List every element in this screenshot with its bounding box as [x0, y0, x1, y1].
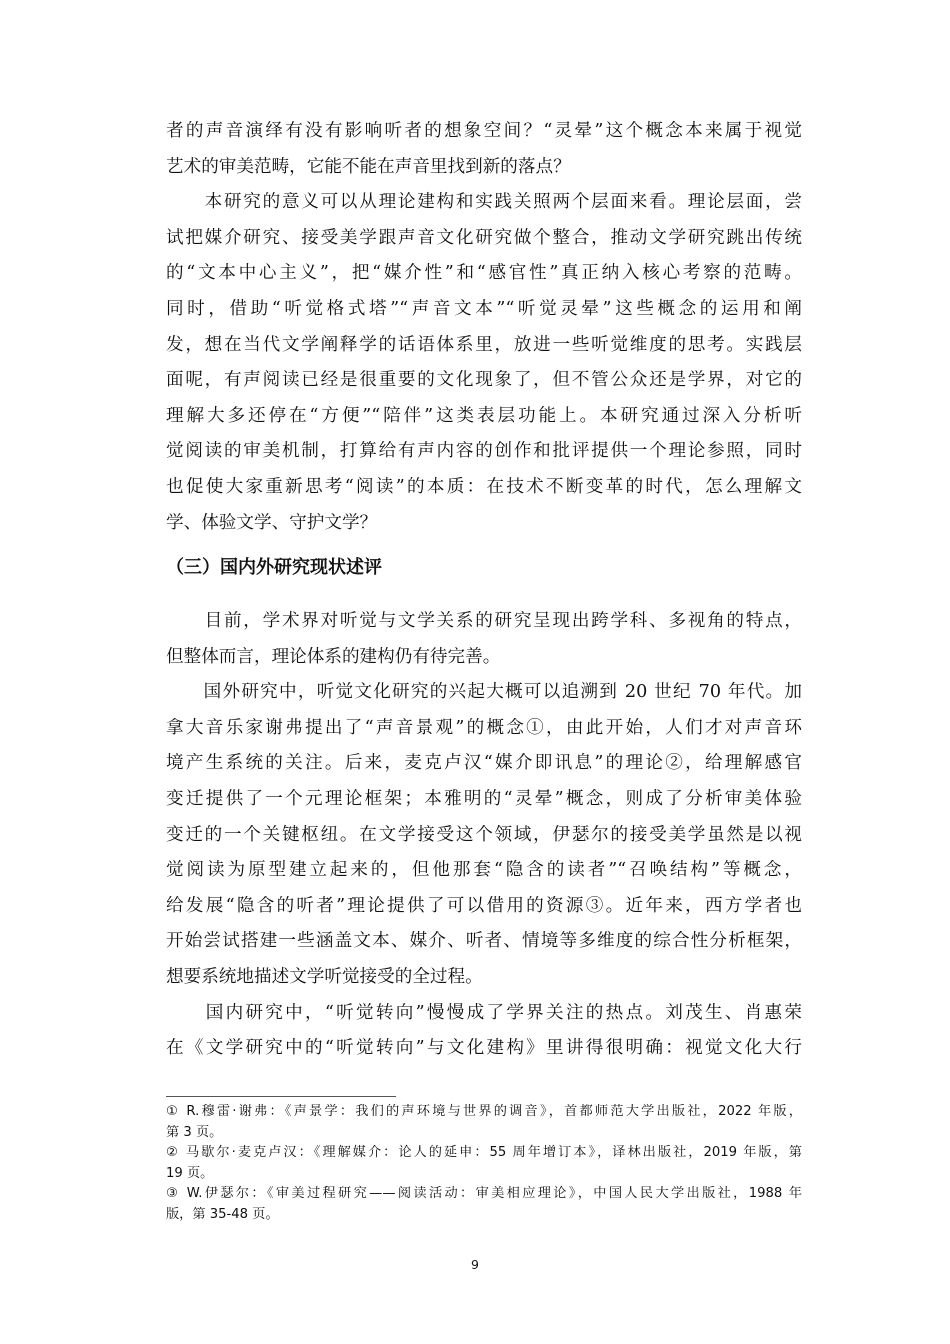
body-line: 艺术的审美范畴，它能不能在声音里找到新的落点？	[166, 156, 571, 177]
footnote-line: 第 3 页。	[166, 1124, 223, 1140]
body-line: 国外研究中，听觉文化研究的兴起大概可以追溯到 20 世纪 70 年代。加	[166, 682, 802, 703]
body-line: 变迁提供了一个元理论框架；本雅明的“灵晕”概念，则成了分析审美体验	[166, 788, 802, 809]
footnote-line: ③ W.伊瑟尔：《审美过程研究——阅读活动：审美相应理论》，中国人民大学出版社，1988 年	[166, 1186, 802, 1201]
body-line: 者的声音演绎有没有影响听者的想象空间？“灵晕”这个概念本来属于视觉	[166, 121, 802, 141]
footnote-line: ② 马歇尔·麦克卢汉：《理解媒介：论人的延申：55 周年增订本》，译林出版社，2019 年版，第	[166, 1145, 802, 1160]
body-line: 想要系统地描述文学听觉接受的全过程。	[166, 966, 483, 987]
section-heading: （三）国内外研究现状述评	[166, 557, 382, 578]
body-line: 在《文学研究中的“听觉转向”与文化建构》里讲得很明确：视觉文化大行	[166, 1038, 802, 1059]
body-line: 发，想在当代文学阐释学的话语体系里，放进一些听觉维度的思考。实践层	[166, 334, 802, 355]
footnotes	[166, 1102, 802, 1225]
body-line: 觉阅读的审美机制，打算给有声内容的创作和批评提供一个理论参照，同时	[166, 441, 802, 462]
body-line: 觉阅读为原型建立起来的，但他那套“隐含的读者”“召唤结构”等概念，	[166, 860, 802, 881]
body-line: 的“文本中心主义”，把“媒介性”和“感官性”真正纳入核心考察的范畴。	[166, 263, 802, 284]
page-number: 9	[471, 1257, 479, 1272]
body-line: 同时，借助“听觉格式塔”“声音文本”“听觉灵晕”这些概念的运用和阐	[166, 298, 802, 319]
body-line: 给发展“隐含的听者”理论提供了可以借用的资源③。近年来，西方学者也	[166, 895, 802, 916]
body-line: 但整体而言，理论体系的建构仍有待完善。	[166, 646, 501, 667]
footnote-line: 版，第 35-48 页。	[166, 1206, 279, 1222]
body-line: 目前，学术界对听觉与文学关系的研究呈现出跨学科、多视角的特点，	[166, 611, 802, 631]
body-line: 国内研究中，“听觉转向”慢慢成了学界关注的热点。刘茂生、肖惠荣	[166, 1002, 802, 1023]
body-line: 试把媒介研究、接受美学跟声音文化研究做个整合，推动文学研究跳出传统	[166, 227, 802, 248]
body-line: 变迁的一个关键枢纽。在文学接受这个领域，伊瑟尔的接受美学虽然是以视	[166, 824, 802, 845]
paragraph-block-research-significance	[166, 114, 802, 541]
footnote-divider	[166, 1096, 396, 1097]
body-line: 也促使大家重新思考“阅读”的本质：在技术不断变革的时代，怎么理解文	[166, 476, 802, 497]
body-line: 理解大多还停在“方便”“陪伴”这类表层功能上。本研究通过深入分析听	[166, 405, 802, 426]
body-line: 面呢，有声阅读已经是很重要的文化现象了，但不管公众还是学界，对它的	[166, 370, 802, 391]
body-line: 拿大音乐家谢弗提出了“声音景观”的概念①，由此开始，人们才对声音环	[166, 717, 802, 738]
paragraph-block-literature-review	[166, 604, 802, 1067]
body-line: 本研究的意义可以从理论建构和实践关照两个层面来看。理论层面，尝	[166, 192, 802, 213]
footnote-line: 19 页。	[166, 1165, 214, 1181]
body-line: 开始尝试搭建一些涵盖文本、媒介、听者、情境等多维度的综合性分析框架，	[166, 931, 802, 952]
footnote-line: ① R.穆雷·谢弗：《声景学：我们的声环境与世界的调音》，首都师范大学出版社，2022 年版，	[166, 1104, 802, 1119]
body-line: 学、体验文学、守护文学？	[166, 512, 378, 533]
body-line: 境产生系统的关注。后来，麦克卢汉“媒介即讯息”的理论②，给理解感官	[166, 753, 802, 774]
